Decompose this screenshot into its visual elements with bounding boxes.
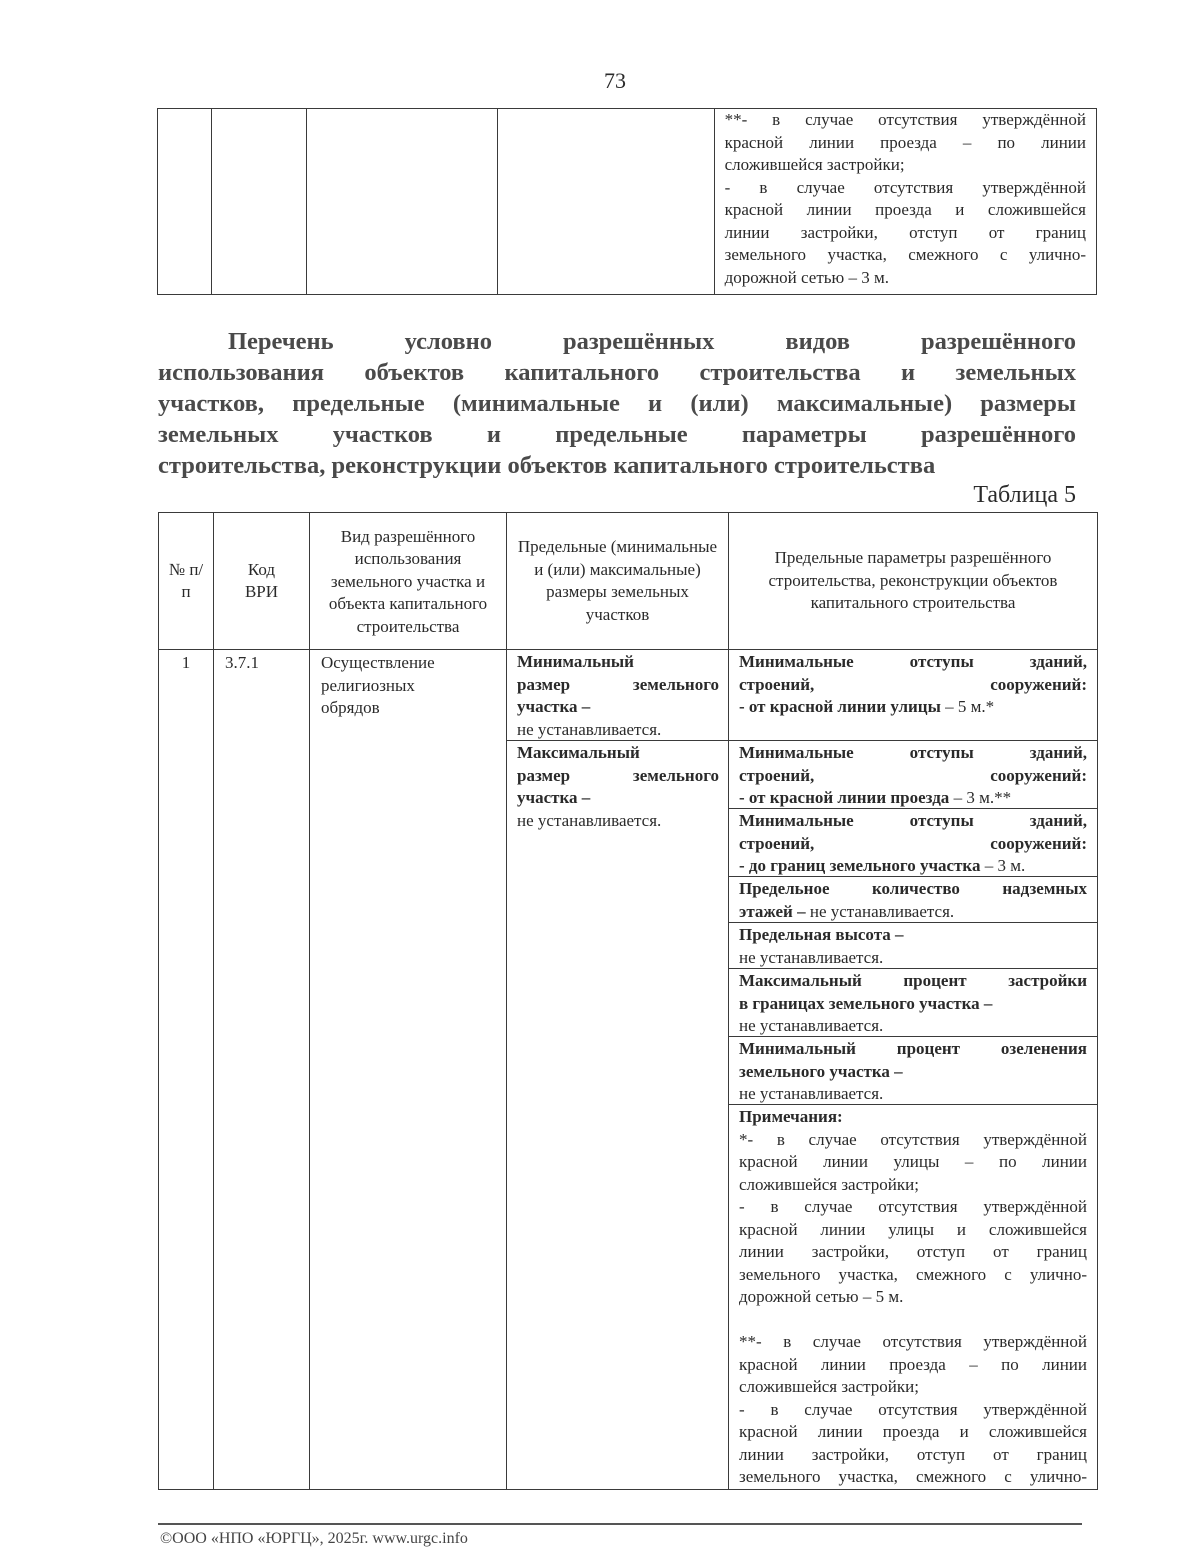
text-line: красной линии улицы и сложившейся [739, 1219, 1087, 1239]
text-line: - от красной линии улицы – 5 м.* [739, 697, 995, 716]
header-kind: Вид разрешённого использования земельного участка и объекта капитального строительства [328, 526, 488, 636]
param-block [729, 969, 1097, 1037]
text-line: земельного участка – [739, 1061, 903, 1081]
text-line: Максимальный процент застройки [739, 971, 1087, 990]
text-line: Максимальный [517, 743, 640, 762]
text-line: в границах земельного участка – [739, 993, 993, 1013]
text-line: Предельная высота – [739, 925, 904, 944]
param-block [729, 650, 1097, 741]
heading-line: использования объектов капитального строительства и земельных [158, 359, 1076, 386]
header-num: № п/п [168, 559, 204, 601]
text-line: Примечания: [739, 1107, 843, 1126]
text-line: *- в случае отсутствия утверждённой [739, 1129, 1087, 1149]
notes-text [725, 109, 1086, 289]
text-line: строений, сооружений: [739, 674, 1087, 694]
text-line: - в случае отсутствия утверждённой [739, 1197, 1087, 1216]
text-line: Предельное количество надземных [739, 879, 1087, 898]
text-line: сложившейся застройки; [739, 1174, 919, 1194]
header-code: Код ВРИ [244, 559, 279, 601]
min-size-cell [517, 651, 719, 741]
section-heading [158, 326, 1076, 481]
heading-line: строительства, реконструкции объектов капитального строительства [158, 452, 936, 479]
text-line: земельного участка, смежного с улично- [739, 1467, 1087, 1486]
param-block [729, 923, 1097, 969]
continuation-table [157, 108, 1097, 295]
text-line: Минимальный [517, 652, 634, 671]
text-line: красной линии проезда – по линии [739, 1354, 1087, 1374]
text-line: не устанавливается. [517, 810, 662, 830]
text-line: земельного участка, смежного с улично- [724, 245, 1086, 264]
text-line: размер земельного [517, 765, 719, 785]
continuation-notes [714, 109, 1096, 295]
text-line: - до границ земельного участка – 3 м. [739, 856, 1026, 875]
text-line: не устанавливается. [517, 719, 662, 739]
params-column [729, 650, 1097, 1489]
text-line: строений, сооружений: [739, 765, 1087, 785]
row-code: 3.7.1 [225, 653, 259, 672]
param-block [729, 1037, 1097, 1105]
param-block [729, 741, 1097, 809]
text-line: - от красной линии проезда – 3 м.** [739, 788, 1012, 807]
text-line: участка – [517, 788, 591, 807]
heading-line: земельных участков и предельные параметры разрешённого [158, 421, 1076, 448]
text-line: красной линии проезда и сложившейся [739, 1422, 1087, 1441]
text-line: не устанавливается. [739, 947, 884, 967]
table-label: Таблица 5 [973, 482, 1076, 508]
text-line: - в случае отсутствия утверждённой [724, 177, 1086, 197]
text-line: красной линии улицы – по линии [739, 1152, 1087, 1171]
text-line: **- в случае отсутствия утверждённой [724, 110, 1086, 129]
row-num: 1 [181, 653, 191, 672]
text-line: строений, сооружений: [739, 833, 1087, 853]
text-line: сложившейся застройки; [724, 155, 905, 174]
footer-divider [158, 1523, 1082, 1525]
row-kind: Осуществление религиозных обрядов [321, 653, 435, 717]
max-size-cell [517, 742, 719, 832]
header-params: Предельные параметры разрешённого строительства, реконструкции объектов капитального строительства [768, 548, 1058, 613]
text-line: этажей – не устанавливается. [739, 901, 955, 921]
text-line: размер земельного [517, 674, 719, 694]
header-sizes: Предельные (минимальные и (или) максимальные) размеры земельных участков [517, 537, 718, 624]
text-line: сложившейся застройки; [739, 1377, 919, 1396]
heading-line: Перечень условно разрешённых видов разрешённого [228, 328, 1076, 355]
notes-block [729, 1105, 1097, 1489]
text-line: красной линии проезда – по линии [724, 132, 1086, 152]
text-line: Минимальные отступы зданий, [739, 811, 1087, 830]
text-line: - в случае отсутствия утверждённой [739, 1399, 1087, 1419]
text-line: Минимальные отступы зданий, [739, 743, 1087, 762]
text-line: линии застройки, отступ от границ [739, 1242, 1087, 1261]
text-line: участка – [517, 697, 591, 716]
text-line: **- в случае отсутствия утверждённой [739, 1332, 1087, 1351]
main-table [158, 512, 1098, 1490]
text-line: дорожной сетью – 3 м. [724, 267, 889, 287]
param-block [729, 877, 1097, 923]
text-line: Минимальные отступы зданий, [739, 652, 1087, 671]
text-line: линии застройки, отступ от границ [739, 1444, 1087, 1464]
heading-line: участков, предельные (минимальные и (или) максимальные) размеры [158, 390, 1076, 417]
text-line: Минимальный процент озеленения [739, 1039, 1087, 1058]
text-line: не устанавливается. [739, 1084, 884, 1103]
text-line: линии застройки, отступ от границ [724, 222, 1086, 242]
footer-text: ©ООО «НПО «ЮРГЦ», 2025г. www.urgc.info [160, 1530, 468, 1547]
text-line: земельного участка, смежного с улично- [739, 1264, 1087, 1284]
param-block [729, 809, 1097, 877]
text-line: красной линии проезда и сложившейся [724, 200, 1086, 219]
text-line: не устанавливается. [739, 1016, 884, 1035]
text-line: дорожной сетью – 5 м. [739, 1287, 904, 1306]
page-number: 73 [604, 68, 626, 93]
